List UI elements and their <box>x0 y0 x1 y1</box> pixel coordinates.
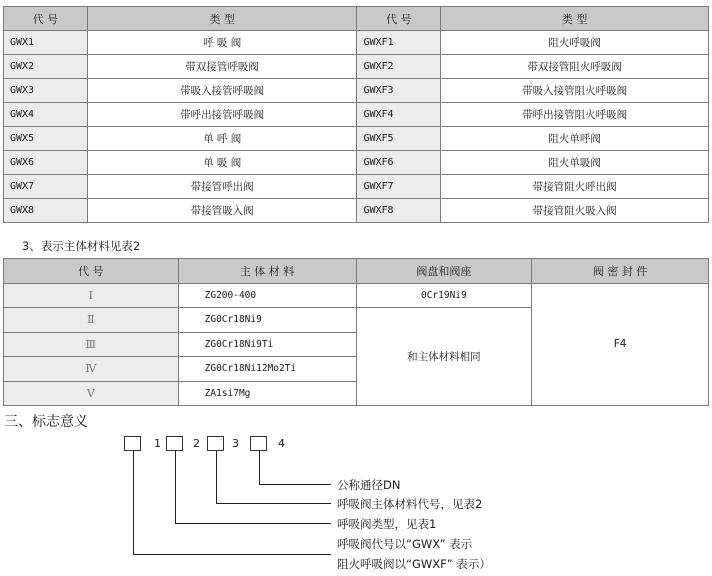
leader-line <box>175 523 331 524</box>
label-flame-arrester-code: 阻火呼吸阀以“GWXF” 表示） <box>337 557 491 571</box>
type-cell: 阻火单吸阀 <box>441 151 709 175</box>
code-box-4 <box>250 436 267 451</box>
code-cell: GWXF1 <box>357 31 441 55</box>
header-seat: 阀盘和阀座 <box>356 259 532 284</box>
material-cell: ZG0Cr18Ni9Ti <box>178 332 356 357</box>
code-cell: GWXF7 <box>357 175 441 199</box>
valve-type-table-header <box>4 7 709 31</box>
table-row <box>4 175 709 199</box>
table-row <box>4 151 709 175</box>
roman-code-cell: Ⅰ <box>4 283 179 308</box>
type-cell: 带吸入接管呼吸阀 <box>87 79 357 103</box>
table-row <box>4 55 709 79</box>
label-valve-code: 呼吸阀代号以“GWX” 表示 <box>337 537 473 551</box>
type-cell: 带双接管呼吸阀 <box>87 55 357 79</box>
type-cell: 单 呼 阀 <box>87 127 357 151</box>
leader-line <box>133 554 331 555</box>
type-cell: 带接管阻火吸入阀 <box>441 199 709 223</box>
header-type-1: 类 型 <box>87 7 357 31</box>
type-cell: 阻火呼吸阀 <box>441 31 709 55</box>
code-box-2 <box>166 436 183 451</box>
code-box-3 <box>207 436 224 451</box>
table-row <box>4 127 709 151</box>
header-type-2: 类 型 <box>441 7 709 31</box>
type-cell: 带吸入接管阻火呼吸阀 <box>441 79 709 103</box>
material-cell: ZG0Cr18Ni12Mo2Ti <box>178 357 356 382</box>
position-digit-3: 3 <box>232 437 239 450</box>
material-table <box>3 258 709 406</box>
label-body-material: 呼吸阀主体材料代号，见表2 <box>337 497 483 511</box>
header-material: 主 体 材 料 <box>178 259 356 284</box>
leader-line <box>175 451 176 523</box>
valve-type-table <box>3 6 709 223</box>
leader-line <box>133 451 134 554</box>
roman-code-cell: Ⅴ <box>4 381 179 406</box>
seal-cell: F4 <box>532 283 709 406</box>
material-cell: ZG0Cr18Ni9 <box>178 308 356 333</box>
code-cell: GWX6 <box>4 151 88 175</box>
leader-line <box>216 451 217 503</box>
table2-caption: 3、表示主体材料见表2 <box>22 239 141 253</box>
code-cell: GWXF3 <box>357 79 441 103</box>
type-cell: 呼 吸 阀 <box>87 31 357 55</box>
material-table-header <box>4 259 709 284</box>
type-cell: 带接管阻火呼出阀 <box>441 175 709 199</box>
label-nominal-diameter: 公称通径DN <box>337 478 401 492</box>
code-cell: GWXF4 <box>357 103 441 127</box>
roman-code-cell: Ⅲ <box>4 332 179 357</box>
leader-line <box>259 451 260 484</box>
code-cell: GWX8 <box>4 199 88 223</box>
type-cell: 带接管呼出阀 <box>87 175 357 199</box>
label-valve-type: 呼吸阀类型，见表1 <box>337 517 437 531</box>
code-cell: GWX4 <box>4 103 88 127</box>
seat-cell: 0Cr19Ni9 <box>356 283 532 308</box>
type-cell: 单 吸 阀 <box>87 151 357 175</box>
code-cell: GWXF8 <box>357 199 441 223</box>
type-cell: 带呼出接管呼吸阀 <box>87 103 357 127</box>
seat-cell: 和主体材料相同 <box>356 308 532 406</box>
table-row <box>4 199 709 223</box>
code-cell: GWXF5 <box>357 127 441 151</box>
position-digit-4: 4 <box>278 437 285 450</box>
table-row <box>4 103 709 127</box>
position-digit-2: 2 <box>193 437 200 450</box>
code-cell: GWX2 <box>4 55 88 79</box>
roman-code-cell: Ⅱ <box>4 308 179 333</box>
code-cell: GWX7 <box>4 175 88 199</box>
leader-line <box>259 484 331 485</box>
code-box-1 <box>124 436 141 451</box>
type-cell: 带接管吸入阀 <box>87 199 357 223</box>
code-cell: GWXF6 <box>357 151 441 175</box>
position-digit-1: 1 <box>154 437 161 450</box>
code-cell: GWX5 <box>4 127 88 151</box>
leader-line <box>216 503 331 504</box>
material-cell: ZA1si7Mg <box>178 381 356 406</box>
type-cell: 带双接管阻火呼吸阀 <box>441 55 709 79</box>
roman-code-cell: Ⅳ <box>4 357 179 382</box>
header-code-1: 代 号 <box>4 7 88 31</box>
material-cell: ZG200-400 <box>178 283 356 308</box>
code-cell: GWX3 <box>4 79 88 103</box>
table-row <box>4 283 709 308</box>
type-cell: 带呼出接管阻火呼吸阀 <box>441 103 709 127</box>
code-cell: GWXF2 <box>357 55 441 79</box>
table-row <box>4 31 709 55</box>
header-code-2: 代 号 <box>357 7 441 31</box>
header-code: 代 号 <box>4 259 179 284</box>
header-seal: 阀 密 封 件 <box>532 259 709 284</box>
table-row <box>4 79 709 103</box>
type-cell: 阻火单呼阀 <box>441 127 709 151</box>
section-title: 三、标志意义 <box>4 414 88 430</box>
code-cell: GWX1 <box>4 31 88 55</box>
